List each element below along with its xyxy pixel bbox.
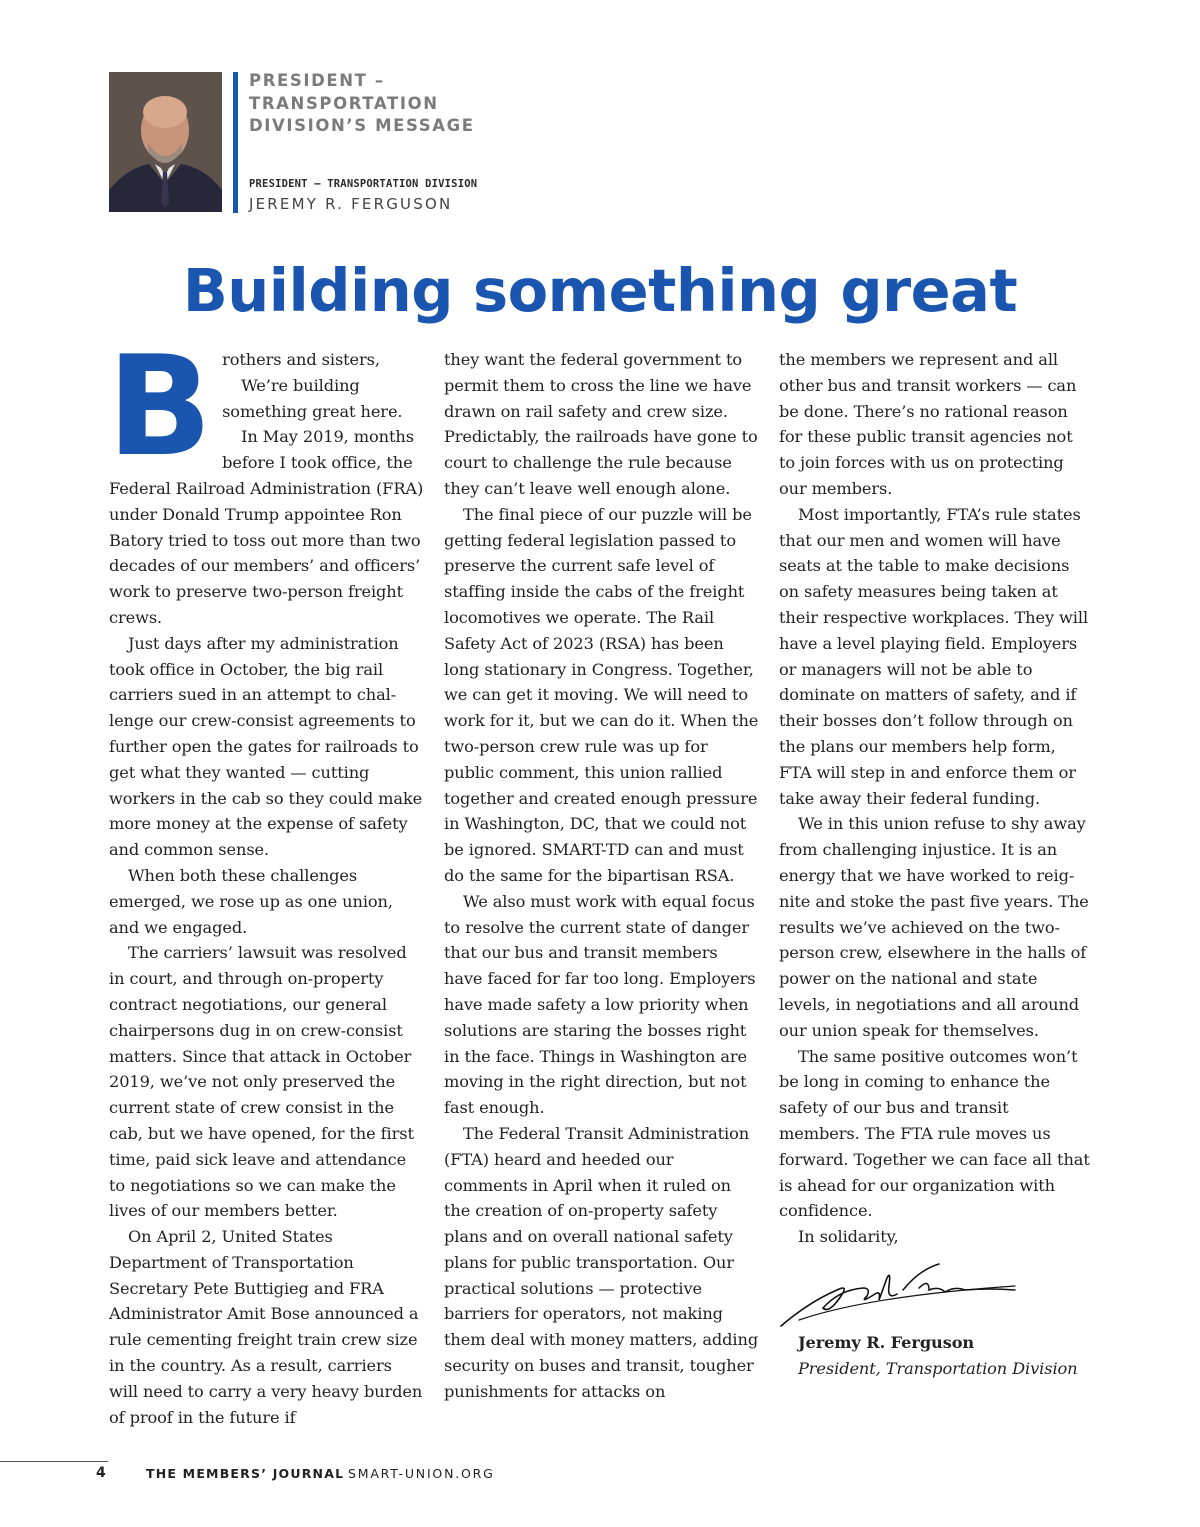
article-headline: Building something great [182, 256, 1018, 325]
portrait-photo-icon [109, 72, 222, 212]
paragraph: rothers and sisters, [222, 350, 380, 369]
paragraph: Just days after my administration took office in October, the big rail carriers sued in an attempt to challenge our crew-consist agreements to further open the gates for railroads to get what they wanted — cutting workers in the cab so they could make more money at the expense of safety and common sense. [109, 633, 423, 860]
paragraph: On April 2, United States Department of Transportation Secretary Pete Buttigieg and FRA Administrator Amit Bose announced a rule cementing freight train crew size in the country. As a result, carriers will need to carry a very heavy burden of proof in the future if [109, 1227, 423, 1427]
paragraph: In May 2019, months before I took office, the Federal Railroad Administration (FRA) under Donald Trump appointee Ron Batory tried to toss out more than two decades of our members’ and officers’ work to preserve two-person freight crews. [109, 427, 424, 627]
paragraph: When both these challenges emerged, we rose up as one union, and we engaged. [109, 865, 393, 937]
article-column-1 [107, 326, 425, 1430]
paragraph: they want the federal government to permit them to cross the line we have drawn on rail safety and crew size. Predictably, the railroads have gone to court to challenge the rule because they can’t leave well enough alone. [444, 350, 758, 498]
footer-rule [0, 1461, 108, 1462]
signoff: In solidarity, [798, 1227, 899, 1247]
paragraph: The carriers’ lawsuit was resolved in court, and through on-property contract negotiations, our general chairpersons dug in on crew-consist matters. Since that attack in October 2019, we’ve not only preserved the current state of crew consist in the cab, but we have opened, for the first time, paid sick leave and attendance to negotiations so we can make the lives of our members better. [109, 943, 414, 1221]
page-number: 4 [96, 1465, 106, 1481]
author-portrait-photo [109, 72, 222, 212]
section-title: PRESIDENT – TRANSPORTATION DIVISION’S MESSAGE [249, 71, 475, 135]
paragraph: We in this union refuse to shy away from challenging injustice. It is an energy that we have worked to reignite and stoke the past five years. The results we’ve achieved on the two-person crew, elsewhere in the halls of power on the national and state levels, in negotiations and all around our union speak for themselves. [779, 814, 1089, 1040]
website-link[interactable]: SMART-UNION.ORG [348, 1466, 495, 1481]
paragraph: We also must work with equal focus to resolve the current state of danger that our bus and transit members have faced for far too long. Employers have made safety a low priority when solutions are staring the bosses right in the face. Things in Washington are moving in the right direction, but not fast enough. [444, 891, 756, 1118]
byline-role: PRESIDENT – TRANSPORTATION DIVISION [249, 178, 478, 190]
paragraph: Most importantly, FTA’s rule states that our men and women will have seats at the table to make decisions on safety measures being taken at their respective workplaces. They will have a level playing field. Employers or managers will not be able to dominate on matters of safety, and if their bosses don’t follow through on the plans our members help form, FTA will step in and enforce them or take away their federal funding. [779, 504, 1089, 808]
publication-name: THE MEMBERS’ JOURNAL [146, 1466, 345, 1481]
handwritten-signature [779, 1260, 1091, 1330]
signature-name: Jeremy R. Ferguson [798, 1332, 975, 1352]
paragraph: The Federal Transit Administration (FTA) heard and heeded our comments in April when it ruled on the creation of on-property safety plans and on overall national safety plans for public transportation. Our practical solutions — protective barriers for operators, not making them deal with money matters, adding security on buses and transit, tougher punishments for attacks on [444, 1123, 759, 1401]
paragraph: The final piece of our puzzle will be getting federal legislation passed to preserve the current safe level of staffing inside the cabs of the freight locomotives we operate. The Rail Safety Act of 2023 (RSA) has been long stationary in Congress. Together, we can get it moving. We will need to work for it, but we can do it. When the two-person crew rule was up for public comment, this union rallied together and created enough pressure in Washington, DC, that we could not be ignored. SMART-TD can and must do the same for the bipartisan RSA. [444, 504, 759, 885]
paragraph: the members we represent and all other bus and transit workers — can be done. There’s no rational reason for these public transit agencies not to join forces with us on protecting our members. [779, 350, 1077, 498]
article-column-3 [779, 347, 1091, 1381]
article-column-2 [444, 347, 760, 1405]
byline-name: JEREMY R. FERGUSON [249, 195, 453, 213]
paragraph: We’re building something great here. [222, 375, 403, 421]
signature-icon [779, 1260, 1019, 1332]
signature-title: President, Transportation Division [798, 1358, 1078, 1378]
header-accent-bar [233, 72, 238, 213]
paragraph: The same positive outcomes won’t be long in coming to enhance the safety of our bus and transit members. The FTA rule moves us forward. Together we can face all that is ahead for our organization with confidence. [779, 1046, 1090, 1221]
drop-cap: B [107, 326, 213, 487]
